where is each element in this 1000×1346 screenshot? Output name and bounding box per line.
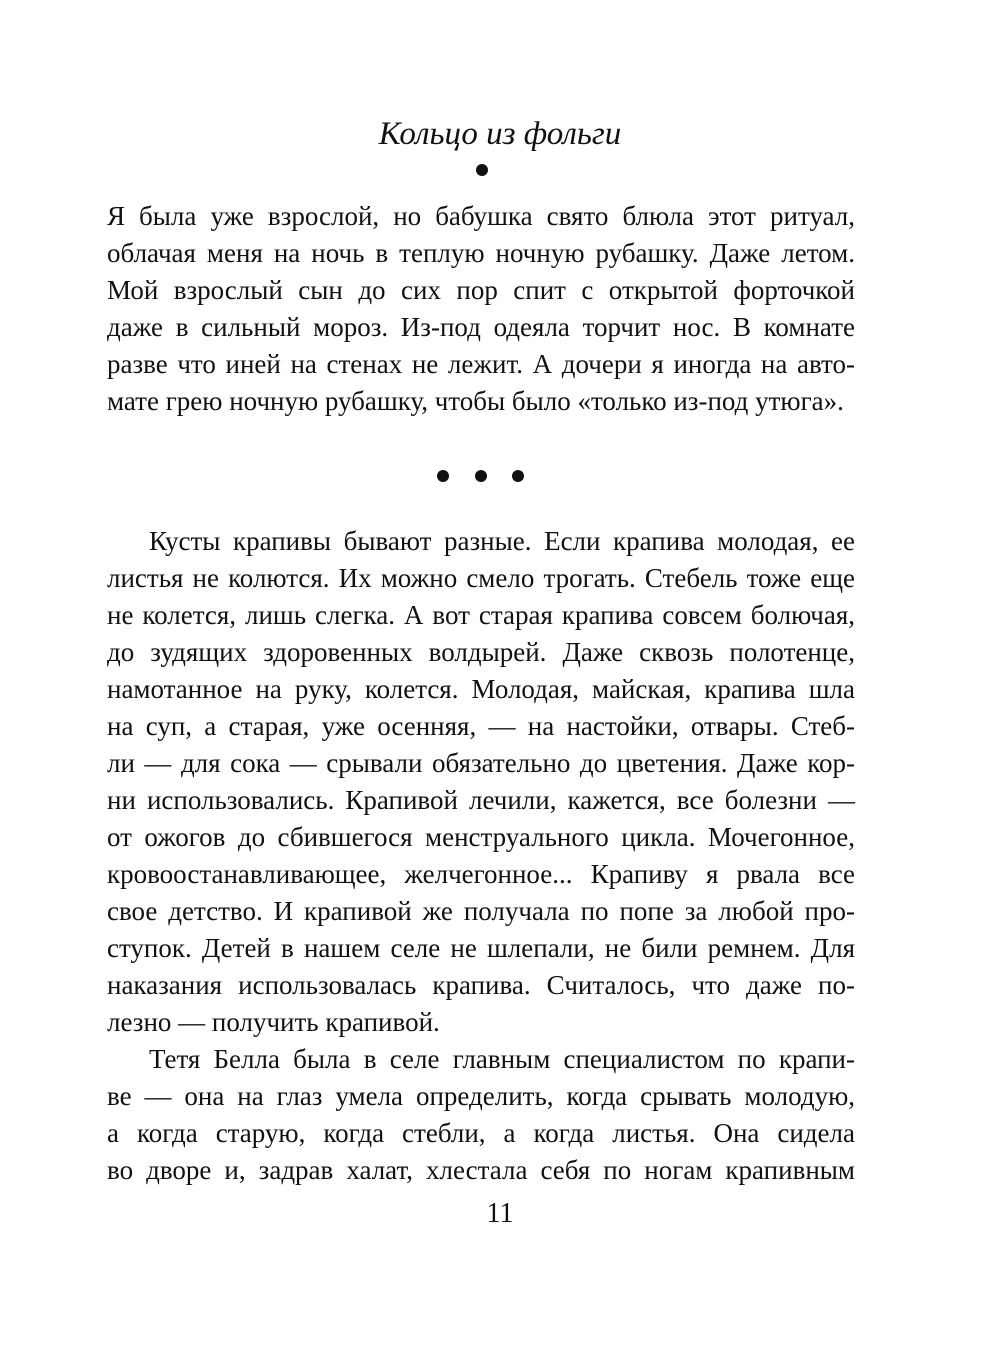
text-line: Тетя Белла была в селе главным специалистом по крапи- [149, 1044, 855, 1074]
text-line: а когда старую, когда стебли, а когда листья. Она сидела [107, 1118, 855, 1148]
chapter-title: Кольцо из фольги [378, 116, 622, 152]
text-line: Кусты крапивы бывают разные. Если крапива молодая, ее [149, 526, 855, 556]
text-line: свое детство. И крапивой же получала по попе за любой про- [107, 896, 855, 926]
text-line: не колется, лишь слегка. А вот старая крапива совсем болючая, [107, 600, 855, 630]
text-line: намотанное на руку, колется. Молодая, майская, крапива шла [107, 674, 855, 704]
text-line: от ожогов до сбившегося менструального цикла. Мочегонное, [107, 822, 855, 852]
text-line: даже в сильный мороз. Из-под одеяла торчит нос. В комнате [107, 312, 855, 342]
separator-dot [437, 470, 449, 482]
text-line: кровоостанавливающее, желчегонное... Крапиву я рвала все [107, 859, 855, 889]
title-bullet-ornament [476, 164, 488, 176]
paragraph-2 [107, 523, 855, 1041]
text-line: разве что иней на стенах не лежит. А дочери я иногда на авто- [107, 349, 855, 379]
text-line: на суп, а старая, уже осенняя, — на настойки, отвары. Стеб- [107, 711, 855, 741]
separator-dot [475, 470, 487, 482]
text-line: ни использовались. Крапивой лечили, кажется, все болезни — [107, 785, 855, 815]
text-line: ли — для сока — срывали обязательно до цветения. Даже кор- [107, 748, 855, 778]
text-line: наказания использовалась крапива. Считалось, что даже по- [107, 970, 855, 1000]
paragraph-1 [107, 198, 855, 420]
text-line: облачая меня на ночь в теплую ночную рубашку. Даже летом. [107, 238, 855, 268]
separator-dot [512, 470, 524, 482]
section-separator [0, 470, 1000, 490]
text-line: Мой взрослый сын до сих пор спит с открытой форточкой [107, 275, 855, 305]
paragraph-3 [107, 1041, 855, 1189]
text-line: до зудящих здоровенных волдырей. Даже сквозь полотенце, [107, 637, 855, 667]
text-line: Я была уже взрослой, но бабушка свято блюла этот ритуал, [107, 201, 855, 231]
text-line: листья не колются. Их можно смело трогать. Стебель тоже еще [107, 563, 855, 593]
text-line: ве — она на глаз умела определить, когда срывать молодую, [107, 1081, 855, 1111]
text-line: мате грею ночную рубашку, чтобы было «только из-под утюга». [107, 386, 844, 416]
page-number: 11 [486, 1198, 514, 1229]
text-line: лезно — получить крапивой. [107, 1007, 440, 1037]
text-line: во дворе и, задрав халат, хлестала себя по ногам крапивным [107, 1155, 855, 1185]
text-line: ступок. Детей в нашем селе не шлепали, не били ремнем. Для [107, 933, 855, 963]
